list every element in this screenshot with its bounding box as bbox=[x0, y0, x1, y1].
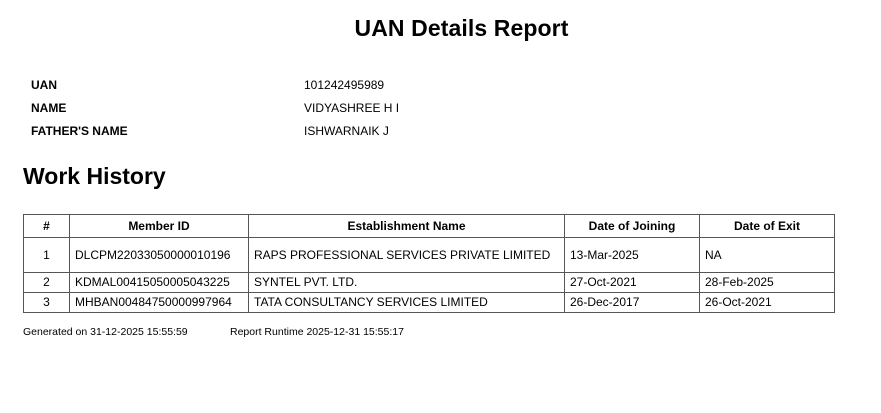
row-number: 3 bbox=[24, 293, 70, 313]
date-of-exit-cell: 26-Oct-2021 bbox=[700, 293, 835, 313]
member-id-cell: DLCPM22033050000010196 bbox=[70, 238, 249, 273]
date-of-joining-cell: 26-Dec-2017 bbox=[565, 293, 700, 313]
uan-details bbox=[31, 73, 631, 142]
member-id-cell: MHBAN00484750000997964 bbox=[70, 293, 249, 313]
establishment-name-cell: RAPS PROFESSIONAL SERVICES PRIVATE LIMITED bbox=[249, 238, 565, 273]
establishment-name-cell: SYNTEL PVT. LTD. bbox=[249, 273, 565, 293]
detail-row-name bbox=[31, 96, 631, 119]
uan-label: UAN bbox=[31, 77, 57, 92]
generated-timestamp: Generated on 31-12-2025 15:55:59 bbox=[23, 326, 188, 338]
name-value: VIDYASHREE H I bbox=[304, 100, 400, 115]
row-number: 2 bbox=[24, 273, 70, 293]
name-label: NAME bbox=[31, 100, 67, 115]
work-history-title: Work History bbox=[23, 163, 166, 189]
row-number: 1 bbox=[24, 238, 70, 273]
fathers-name-label: FATHER'S NAME bbox=[31, 123, 128, 138]
work-history-table bbox=[23, 214, 835, 313]
column-header-member-id: Member ID bbox=[70, 215, 249, 238]
detail-row-uan bbox=[31, 73, 631, 96]
table-header-row bbox=[24, 215, 835, 238]
table-row bbox=[24, 238, 835, 273]
date-of-joining-cell: 27-Oct-2021 bbox=[565, 273, 700, 293]
fathers-name-value: ISHWARNAIK J bbox=[304, 123, 389, 138]
member-id-cell: KDMAL00415050005043225 bbox=[70, 273, 249, 293]
establishment-name-cell: TATA CONSULTANCY SERVICES LIMITED bbox=[249, 293, 565, 313]
detail-row-fathers-name bbox=[31, 119, 631, 142]
date-of-exit-cell: 28-Feb-2025 bbox=[700, 273, 835, 293]
uan-value: 101242495989 bbox=[304, 77, 385, 92]
table-row bbox=[24, 273, 835, 293]
date-of-joining-cell: 13-Mar-2025 bbox=[565, 238, 700, 273]
column-header-number: # bbox=[24, 215, 70, 238]
column-header-establishment-name: Establishment Name bbox=[249, 215, 565, 238]
report-runtime: Report Runtime 2025-12-31 15:55:17 bbox=[230, 326, 404, 338]
column-header-date-of-joining: Date of Joining bbox=[565, 215, 700, 238]
report-title: UAN Details Report bbox=[354, 15, 569, 41]
date-of-exit-cell: NA bbox=[700, 238, 835, 273]
table-row bbox=[24, 293, 835, 313]
column-header-date-of-exit: Date of Exit bbox=[700, 215, 835, 238]
report-footer bbox=[23, 326, 404, 338]
